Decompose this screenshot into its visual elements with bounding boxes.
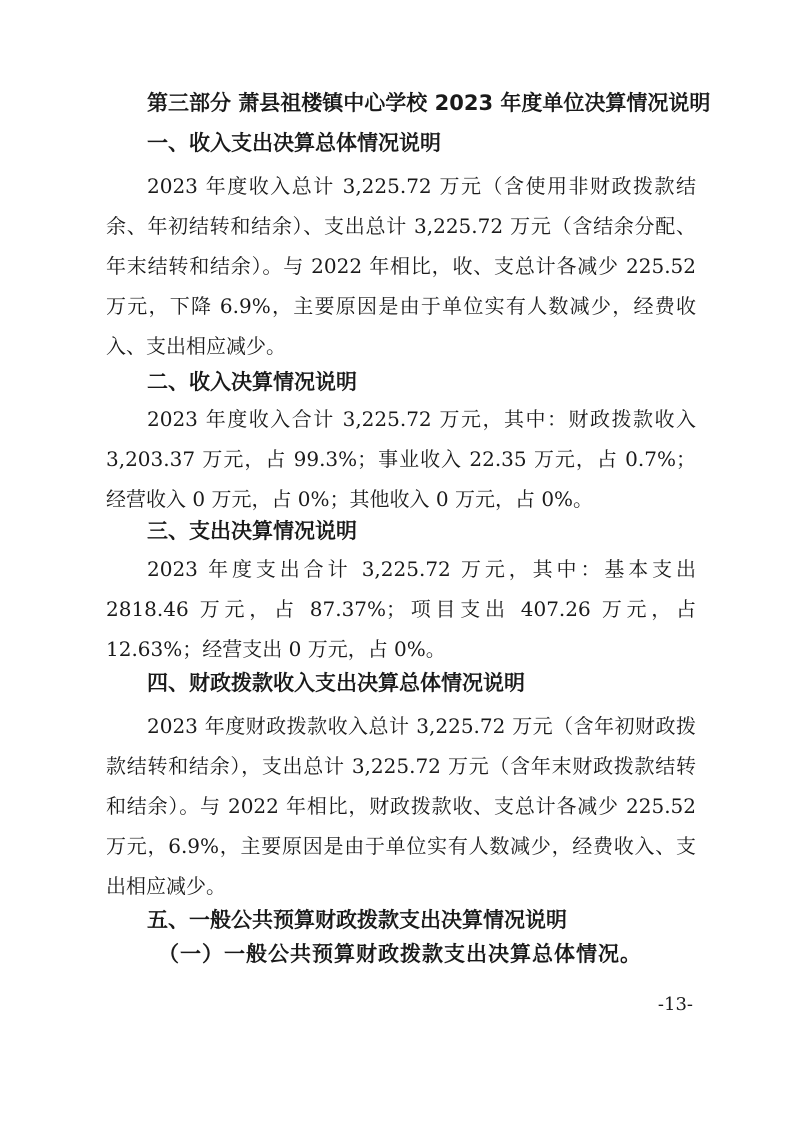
- section-2-heading: 二、收入决算情况说明: [147, 370, 357, 394]
- section-3-paragraph: 2023 年度支出合计 3,225.72 万元，其中：基本支出 2818.46 万元，占 87.37%；项目支出 407.26 万元，占 12.63%；经营支出 0 万元，占 0%。: [106, 557, 696, 661]
- section-4-heading: 四、财政拨款收入支出决算总体情况说明: [147, 671, 525, 695]
- page-number: -13-: [657, 994, 693, 1015]
- document-title: 第三部分 萧县祖楼镇中心学校 2023 年度单位决算情况说明: [147, 91, 711, 115]
- section-3-heading: 三、支出决算情况说明: [147, 519, 357, 543]
- section-4-paragraph: 2023 年度财政拨款收入总计 3,225.72 万元（含年初财政拨款结转和结余），支出总计 3,225.72 万元（含年末财政拨款结转和结余）。与 2022 年相比，财政拨款收、支总计各减少 225.52 万元，6.9%，主要原因是由于单位实有人数减少，经费收入、支出相应减少。: [106, 714, 696, 898]
- section-2-paragraph: 2023 年度收入合计 3,225.72 万元，其中：财政拨款收入 3,203.37 万元，占 99.3%；事业收入 22.35 万元，占 0.7%；经营收入 0 万元，占 0%；其他收入 0 万元，占 0%。: [106, 407, 696, 511]
- section-1-paragraph: 2023 年度收入总计 3,225.72 万元（含使用非财政拨款结余、年初结转和结余）、支出总计 3,225.72 万元（含结余分配、年末结转和结余）。与 2022 年相比，收、支总计各减少 225.52 万元，下降 6.9%，主要原因是由于单位实有人数减少，经费收入、支出相应减少。: [106, 174, 696, 358]
- section-5-subheading: （一）一般公共预算财政拨款支出决算总体情况。: [158, 942, 642, 966]
- section-5-heading: 五、一般公共预算财政拨款支出决算情况说明: [147, 908, 567, 932]
- section-1-heading: 一、收入支出决算总体情况说明: [147, 131, 441, 155]
